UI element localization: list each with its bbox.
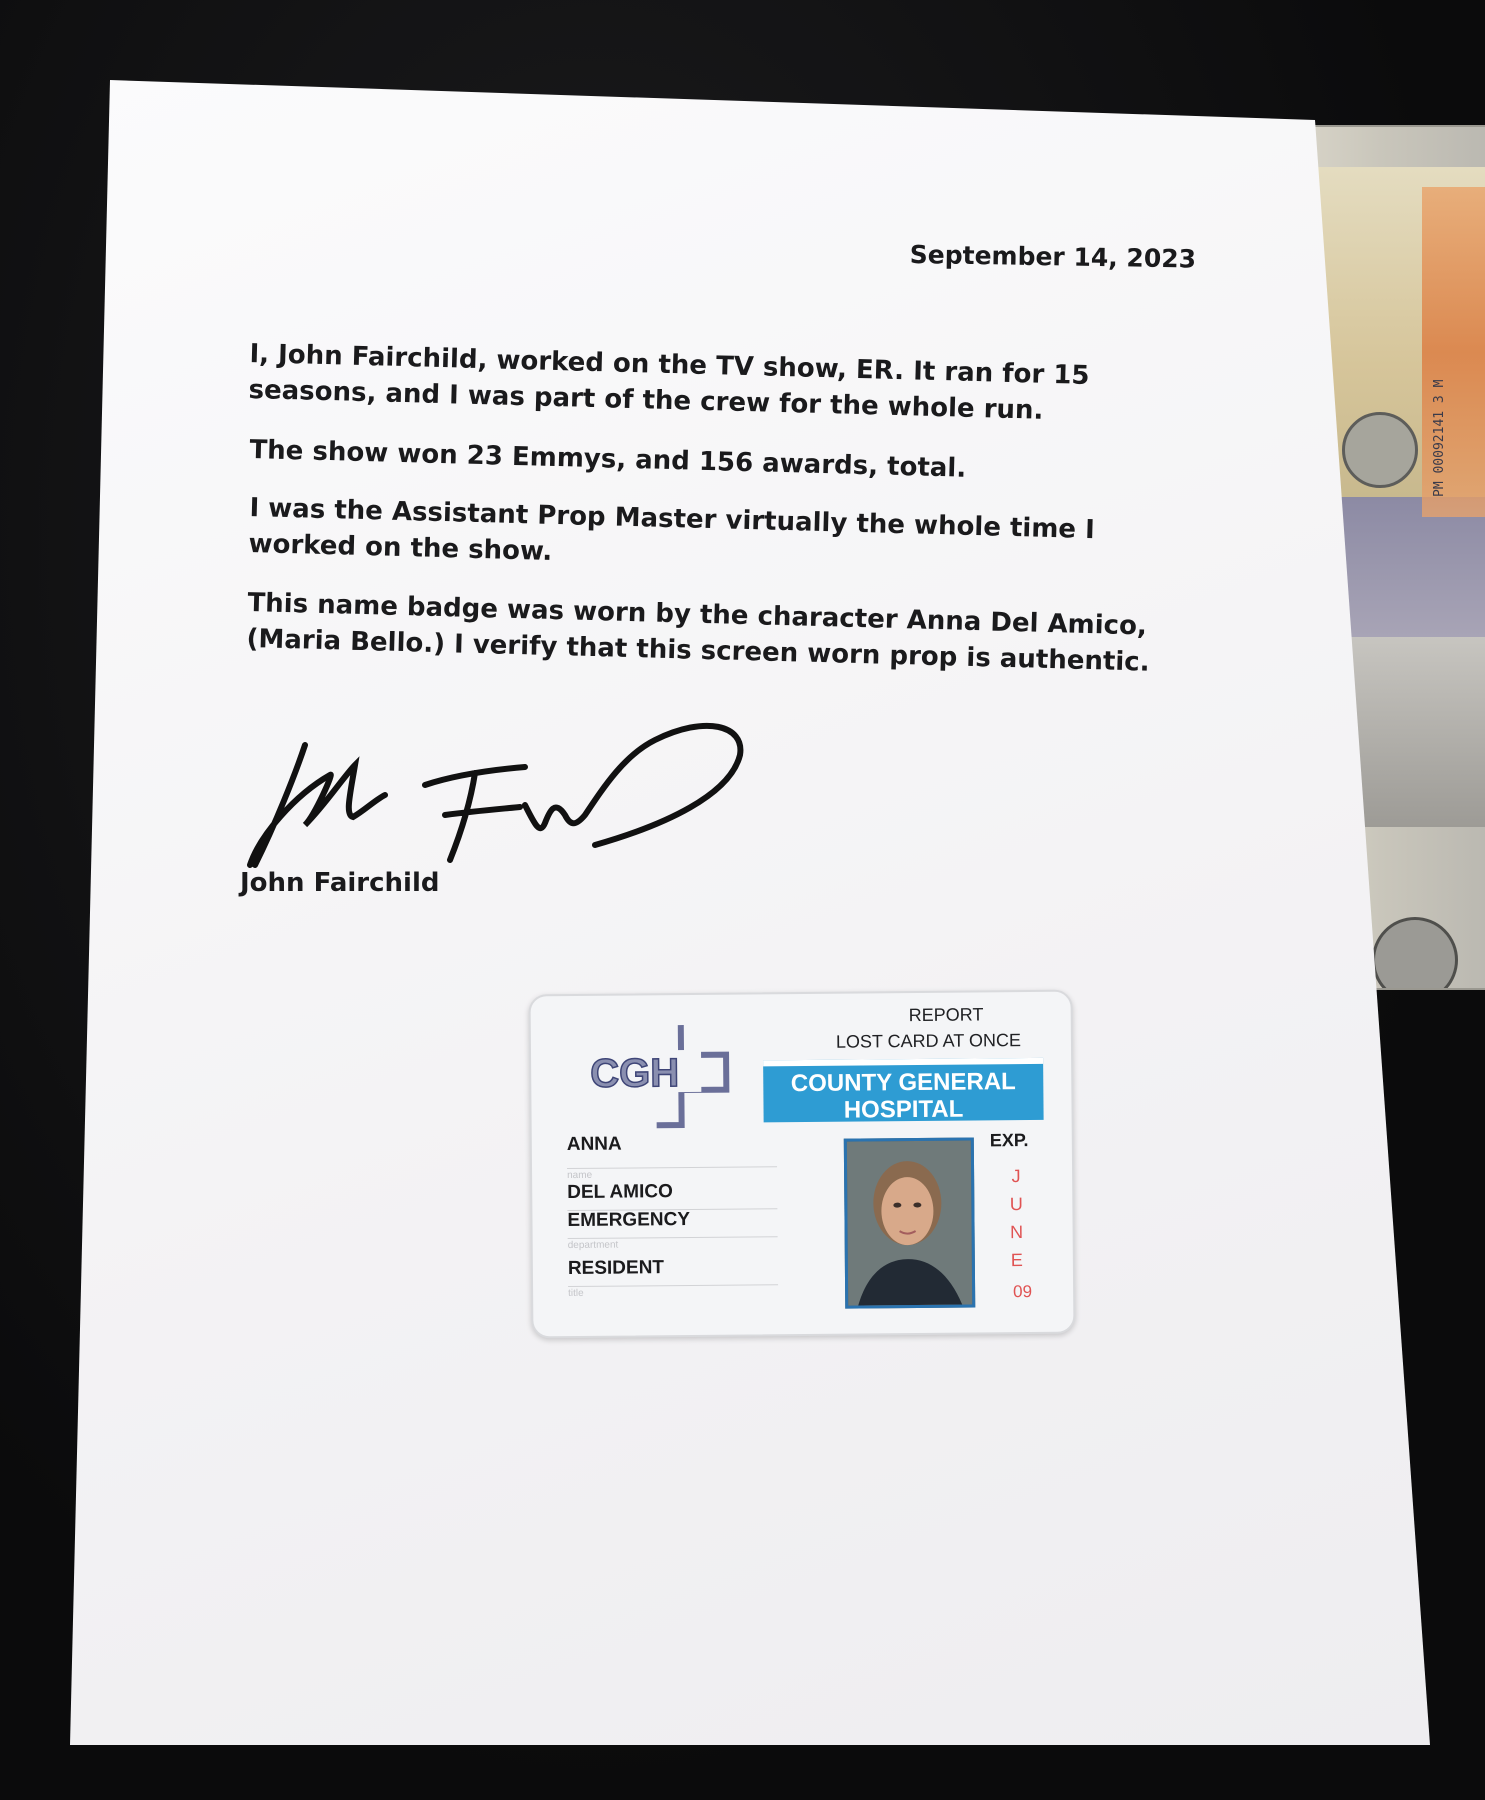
department: EMERGENCY xyxy=(567,1208,691,1232)
job-title: RESIDENT xyxy=(567,1257,665,1280)
letter-date: September 14, 2023 xyxy=(909,240,1197,274)
badge-photo xyxy=(844,1138,975,1309)
hospital-name-box xyxy=(763,1058,1044,1122)
first-name: ANNA xyxy=(566,1133,622,1156)
expiry-year: 09 xyxy=(1013,1281,1033,1302)
department-caption: department xyxy=(567,1239,619,1252)
expiry-month xyxy=(1006,1162,1027,1274)
last-name: DEL AMICO xyxy=(567,1181,673,1204)
expiry-letter: E xyxy=(1010,1250,1023,1271)
name-caption: name xyxy=(567,1169,593,1182)
signer-name: John Fairchild xyxy=(240,868,440,898)
cgh-logo-icon xyxy=(586,1020,732,1131)
expiry-label: EXP. xyxy=(989,1130,1029,1151)
badge-lost-card-text: LOST CARD AT ONCE xyxy=(835,1030,1022,1052)
hospital-name-line: HOSPITAL xyxy=(843,1095,964,1124)
banknote-serial: PM 00092141 3 M xyxy=(1432,379,1447,497)
signature xyxy=(235,715,765,875)
expiry-letter: J xyxy=(1011,1166,1021,1187)
logo-text: CGH xyxy=(590,1051,680,1096)
letter-paragraph: I was the Assistant Prop Master virtually the whole time I worked on the show. xyxy=(248,492,1096,567)
hospital-name-line: COUNTY GENERAL xyxy=(790,1068,1016,1098)
title-caption: title xyxy=(568,1287,584,1300)
field-divider xyxy=(568,1284,778,1287)
id-badge xyxy=(529,990,1076,1339)
field-divider xyxy=(568,1236,778,1239)
badge-report-text: REPORT xyxy=(908,1004,984,1026)
expiry-letter: U xyxy=(1009,1194,1023,1215)
field-divider xyxy=(567,1166,777,1169)
expiry-letter: N xyxy=(1010,1222,1024,1243)
letter-paragraph: The show won 23 Emmys, and 156 awards, total. xyxy=(249,434,967,484)
portrait-image xyxy=(847,1141,972,1306)
letter-paragraph: I, John Fairchild, worked on the TV show, ER. It ran for 15 seasons, and I was part of the crew for the whole run. xyxy=(248,338,1090,426)
letter-paragraph: This name badge was worn by the character Anna Del Amico, (Maria Bello.) I verify that this screen worn prop is authentic. xyxy=(246,587,1150,678)
